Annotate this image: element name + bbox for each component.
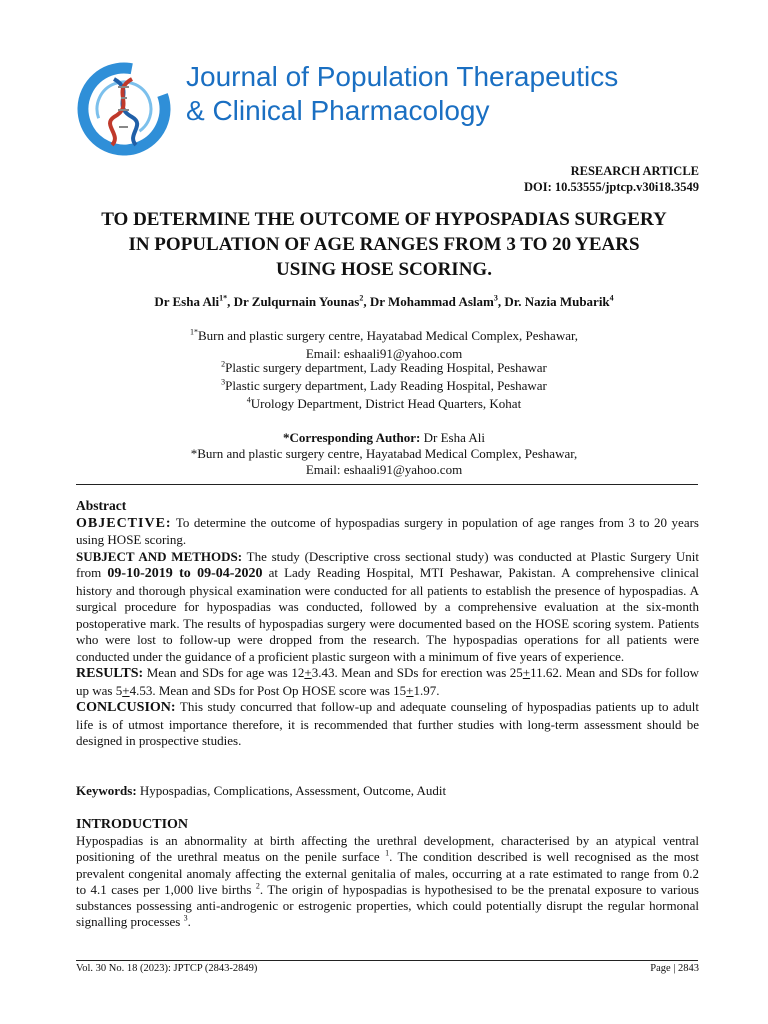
affiliation-3 xyxy=(40,378,728,394)
author-sup: 3 xyxy=(493,293,498,303)
results-text: Mean and SDs for age was 12 xyxy=(143,665,305,680)
footer-divider xyxy=(76,960,698,961)
author-sep: , xyxy=(227,294,234,309)
aff-text: Burn and plastic surgery centre, Hayatabad Medical Complex, Peshawar, xyxy=(197,328,579,343)
corresponding-label: *Corresponding Author: xyxy=(282,430,421,445)
journal-title xyxy=(186,60,618,128)
aff-text: Plastic surgery department, Lady Reading Hospital, Peshawar xyxy=(225,378,547,393)
author-sup: 2 xyxy=(359,293,364,303)
author-name: Dr. Nazia Mubarik xyxy=(504,294,610,309)
author-name: Dr Esha Ali xyxy=(154,294,220,309)
footer-citation: Vol. 30 No. 18 (2023): JPTCP (2843-2849) xyxy=(76,963,258,974)
affiliation-1-email: Email: eshaali91@yahoo.com xyxy=(305,346,463,361)
doi: DOI: 10.53555/jptcp.v30i18.3549 xyxy=(524,180,699,194)
aff-sup: 3 xyxy=(221,377,226,387)
affiliation-2 xyxy=(40,360,728,376)
author-list xyxy=(40,294,728,310)
aff-text: Urology Department, District Head Quarters, Kohat xyxy=(250,396,522,411)
abstract-objective xyxy=(76,515,699,549)
title-line1: TO DETERMINE THE OUTCOME OF HYPOSPADIAS SURGERY xyxy=(101,209,667,230)
corresponding-author xyxy=(40,430,728,446)
article-type: RESEARCH ARTICLE xyxy=(570,164,699,178)
author-name: Dr Mohammad Aslam xyxy=(369,294,494,309)
affiliation-4 xyxy=(40,396,728,412)
aff-sup: 4 xyxy=(246,395,251,405)
results-text: 11.62. Mean and SDs for follow up was 5 xyxy=(76,665,699,698)
keywords xyxy=(76,783,699,799)
citation-ref: 3 xyxy=(183,914,188,924)
methods-label: SUBJECT AND METHODS: xyxy=(76,548,243,564)
corresponding-name: Dr Esha Ali xyxy=(420,430,485,445)
journal-title-line1: Journal of Population Therapeutics xyxy=(186,61,619,92)
introduction-paragraph xyxy=(76,833,699,931)
plus-minus: + xyxy=(304,665,312,680)
header-divider xyxy=(76,484,698,485)
intro-text: . The condition described is well recognised as the most prevalent congenital anomaly affecting the external genitalia of males, occurring at a rate estimated to range from 0.2 to 4.1 cases per 1,000 live births xyxy=(76,849,700,897)
title-line2: IN POPULATION OF AGE RANGES FROM 3 TO 20 YEARS xyxy=(128,234,640,255)
keywords-label: Keywords: xyxy=(76,783,137,798)
intro-text: . The origin of hypospadias is hypothesised to be the prenatal exposure to various substances possessing anti-androgenic or estrogenic properties, which could potentially disrupt the regular hormonal signalling processes xyxy=(76,881,699,930)
abstract-conclusion xyxy=(76,699,699,750)
aff-text: Plastic surgery department, Lady Reading Hospital, Peshawar xyxy=(225,360,547,375)
abstract-methods xyxy=(76,549,699,666)
objective-label: OBJECTIVE: xyxy=(76,515,172,531)
results-text: 1.97. xyxy=(413,682,440,698)
paper-title xyxy=(60,207,708,282)
citation-ref: 1 xyxy=(385,848,390,858)
plus-minus: + xyxy=(406,682,414,698)
author-name: Dr Zulqurnain Younas xyxy=(233,294,360,309)
objective-text: To determine the outcome of hypospadias surgery in population of age ranges from 3 to 20 years using HOSE scoring. xyxy=(76,514,699,547)
journal-logo-icon xyxy=(74,57,174,161)
author-sup: 4 xyxy=(609,293,614,303)
conclusion-text: This study concurred that follow-up and adequate counseling of hypospadias patients up to adult life is of utmost importance therefore, it is recommended that further studies with long-term assessment should be designed in prospective studies. xyxy=(76,699,699,748)
results-label: RESULTS: xyxy=(76,666,144,681)
affiliation-1 xyxy=(40,328,728,344)
conclusion-label: CONLCUSION: xyxy=(76,700,176,715)
citation-ref: 2 xyxy=(255,881,260,891)
abstract xyxy=(76,498,699,750)
corresponding-email: Email: eshaali91@yahoo.com xyxy=(305,462,463,477)
aff-sup: 2 xyxy=(221,359,226,369)
plus-minus: + xyxy=(522,665,531,680)
introduction-heading: INTRODUCTION xyxy=(76,817,189,832)
page-number: Page | 2843 xyxy=(650,963,699,974)
plus-minus: + xyxy=(122,682,130,698)
abstract-results xyxy=(76,665,699,699)
keywords-text: Hypospadias, Complications, Assessment, Outcome, Audit xyxy=(136,783,447,798)
title-line3: USING HOSE SCORING. xyxy=(276,259,492,280)
abstract-heading: Abstract xyxy=(76,498,127,513)
methods-dates: 09-10-2019 to 09-04-2020 xyxy=(107,566,263,581)
results-text: 4.53. Mean and SDs for Post Op HOSE score was 15 xyxy=(129,682,407,698)
methods-text: at Lady Reading Hospital, MTI Peshawar, Pakistan. A comprehensive clinical history and thorough physical examination were conducted for all patients to establish the presence of hypospadias. A surgical procedure for hypospadias was conducted, followed by a comprehensive evaluation at the six-month postoperative mark. The results of hypospadias surgery were documented based on the HOSE scoring system. Patients who were lost to follow-up were dropped from the research. The hypospadias operations for all patients were conducted under the guidance of a proficient plastic surgeon with a minimum of five years of experience. xyxy=(76,565,699,664)
corresponding-address: *Burn and plastic surgery centre, Hayatabad Medical Complex, Peshawar, xyxy=(190,446,578,461)
intro-text: Hypospadias is an abnormality at birth affecting the urethral development, characterised by an atypical ventral positioning of the urethral meatus on the penile surface xyxy=(76,833,699,865)
aff-sup: 1* xyxy=(189,327,198,337)
methods-text: The study (Descriptive cross sectional study) was conducted at Plastic Surgery Unit from xyxy=(76,548,699,580)
results-text: 3.43. Mean and SDs for erection was 25 xyxy=(311,665,523,680)
author-sep: , xyxy=(363,294,370,309)
author-sep: , xyxy=(497,294,505,309)
author-sup: 1* xyxy=(219,293,228,303)
intro-text: . xyxy=(187,914,191,930)
journal-title-line2: & Clinical Pharmacology xyxy=(186,95,490,126)
